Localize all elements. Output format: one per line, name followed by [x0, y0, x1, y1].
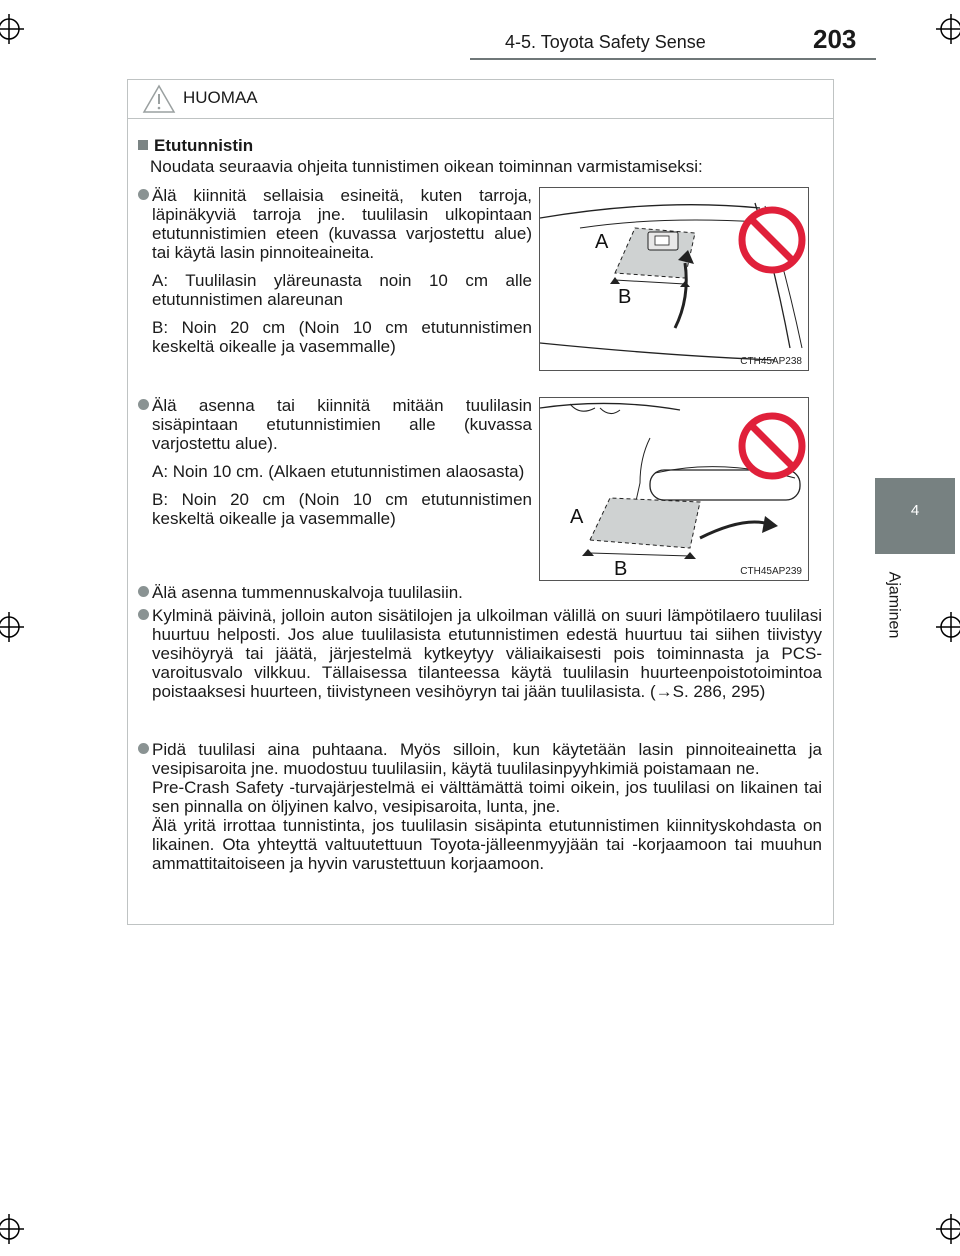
registration-mark-bottom-right	[936, 1214, 960, 1244]
chapter-tab	[875, 478, 955, 554]
dimension-b-text: B: Noin 20 cm (Noin 10 cm etutunnistimen keskeltä oikealle ja vasemmalle)	[152, 318, 532, 356]
list-item-text: Älä kiinnitä sellaisia esineitä, kuten tarroja, läpinäkyviä tarroja jne. tuulilasin ulkopintaan etutunnistimien eteen (kuvassa varjostettu alue) tai käytä lasin pinnoiteaineita.	[152, 186, 532, 262]
list-item	[138, 186, 532, 356]
page-number: 203	[813, 24, 857, 54]
list-item	[138, 740, 822, 873]
notice-header	[128, 80, 833, 119]
registration-mark-mid-left	[0, 612, 24, 642]
dimension-a-text: A: Noin 10 cm. (Alkaen etutunnistimen alaosasta)	[152, 462, 525, 481]
list-item-text: Älä asenna tummennuskalvoja tuulilasiin.	[152, 583, 463, 602]
chapter-label-text: Ajaminen	[885, 571, 903, 639]
bullet-icon	[138, 586, 149, 597]
bullet-icon	[138, 743, 149, 754]
windshield-inner-illustration	[540, 398, 808, 580]
registration-mark-top-left	[0, 14, 24, 44]
square-bullet-icon	[138, 140, 148, 150]
figure-label-b: B	[614, 558, 628, 580]
figure-code: CTH45AP238	[740, 356, 802, 367]
registration-mark-mid-right	[936, 612, 960, 642]
notice-box	[127, 79, 834, 925]
windshield-outer-figure	[539, 187, 809, 371]
list-item	[138, 396, 532, 528]
list-item	[138, 606, 822, 701]
list-item-text: Pidä tuulilasi aina puhtaana. Myös silloin, kun käytetään lasin pinnoiteainetta ja vesipisaroita jne. muodostuu tuulilasiin, käytä tuulilasinpyyhkimiä poistamaan ne.	[152, 740, 822, 778]
registration-mark-top-right	[936, 14, 960, 44]
list-item-text: Älä asenna tai kiinnitä mitään tuulilasin sisäpintaan etutunnistimien alle (kuvassa varjostettu alue).	[152, 396, 532, 453]
figure-label-a: A	[595, 231, 609, 253]
notice-title: HUOMAA	[183, 88, 258, 107]
list-item-text: Kylminä päivinä, jolloin auton sisätilojen ja ulkoilman välillä on suuri lämpötilaero tuulilasi huurtuu helposti. Jos alue tuulilasista etutunnistimen edestä huurtuu tai siihen tiivistyy vesihöyryä tai jäätä, järjestelmä kytkeytyy väliaikaisesti pois toiminnasta ja PCS-varoitusvalo vilkkuu. Tällaisessa tilanteessa käytä tuulilasin huurteenpoistotoimintoa poistaaksesi huurteen, tiivistyneen vesihöyryn tai jään tuulilasista. (→S. 286, 295)	[152, 606, 822, 701]
dimension-a-text: A: Tuulilasin yläreunasta noin 10 cm alle etutunnistimen alareunan	[152, 271, 532, 309]
bullet-icon	[138, 399, 149, 410]
windshield-outer-illustration	[540, 188, 808, 370]
list-item	[138, 583, 822, 602]
list-item-text: Älä yritä irrottaa tunnistinta, jos tuulilasin sisäpinta etutunnistimen kiinnityskohdasta on likainen. Ota yhteyttä valtuutettuun Toyota-jälleenmyyjään tai -korjaamoon tai muuhun ammattitaitoiseen ja hyvin varustettuun korjaamoon.	[152, 816, 822, 873]
warning-triangle-icon	[142, 84, 176, 114]
windshield-inner-figure	[539, 397, 809, 581]
bullet-icon	[138, 609, 149, 620]
sub-heading	[138, 136, 253, 156]
section-title: 4-5. Toyota Safety Sense	[505, 32, 706, 52]
figure-label-a: A	[570, 506, 584, 528]
dimension-b-text: B: Noin 20 cm (Noin 10 cm etutunnistimen keskeltä oikealle ja vasemmalle)	[152, 490, 532, 528]
figure-code: CTH45AP239	[740, 566, 802, 577]
bullet-icon	[138, 189, 149, 200]
registration-mark-bottom-left	[0, 1214, 24, 1244]
chapter-label	[875, 560, 911, 650]
intro-text: Noudata seuraavia ohjeita tunnistimen oikean toiminnan varmistamiseksi:	[150, 157, 703, 176]
figure-label-b: B	[618, 286, 632, 308]
chapter-number: 4	[910, 502, 920, 519]
sub-heading-text: Etutunnistin	[154, 136, 254, 155]
list-item-text: Pre-Crash Safety -turvajärjestelmä ei välttämättä toimi oikein, jos tuulilasi on likainen tai sen pinnalla on öljyinen kalvo, vesipisaroita, lunta, jne.	[152, 778, 822, 816]
